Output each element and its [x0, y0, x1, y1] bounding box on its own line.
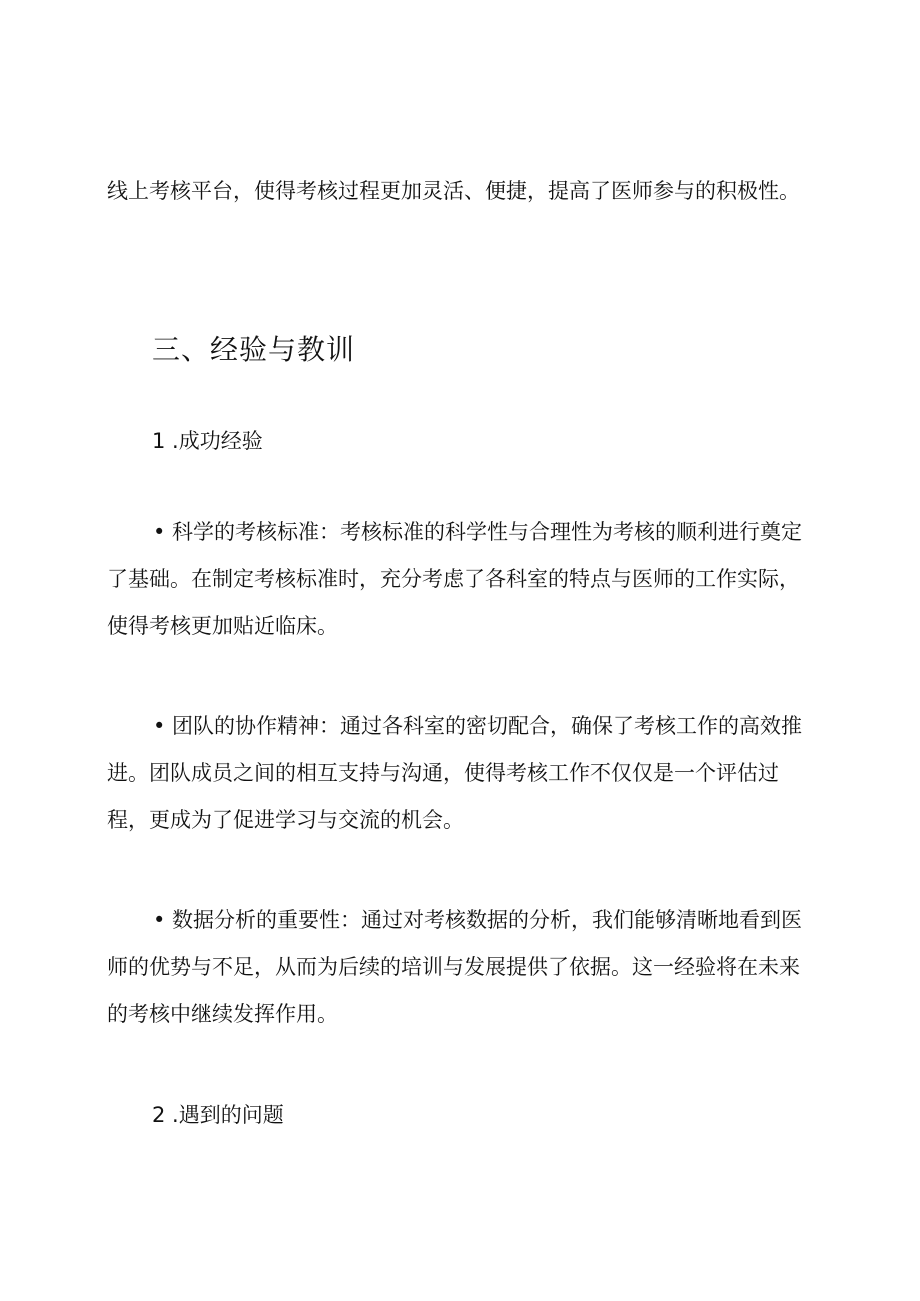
subsection-heading-success: 1 .成功经验	[152, 429, 263, 453]
bullet-team-collaboration: • 团队的协作精神：通过各科室的密切配合，确保了考核工作的高效推进。团队成员之间的相互支持与沟通，使得考核工作不仅仅是一个评估过程，更成为了促进学习与交流的机会。	[107, 714, 803, 832]
bullet-data-analysis: • 数据分析的重要性：通过对考核数据的分析，我们能够清晰地看到医师的优势与不足，从而为后续的培训与发展提供了依据。这一经验将在未来的考核中继续发挥作用。	[107, 908, 803, 1026]
section-heading: 三、经验与教训	[152, 333, 356, 366]
intro-paragraph: 线上考核平台，使得考核过程更加灵活、便捷，提高了医师参与的积极性。	[107, 179, 800, 203]
bullet-scientific-standards: • 科学的考核标准：考核标准的科学性与合理性为考核的顺利进行奠定了基础。在制定考核标准时，充分考虑了各科室的特点与医师的工作实际，使得考核更加贴近临床。	[107, 520, 803, 638]
subsection-heading-problems: 2 .遇到的问题	[152, 1103, 284, 1127]
